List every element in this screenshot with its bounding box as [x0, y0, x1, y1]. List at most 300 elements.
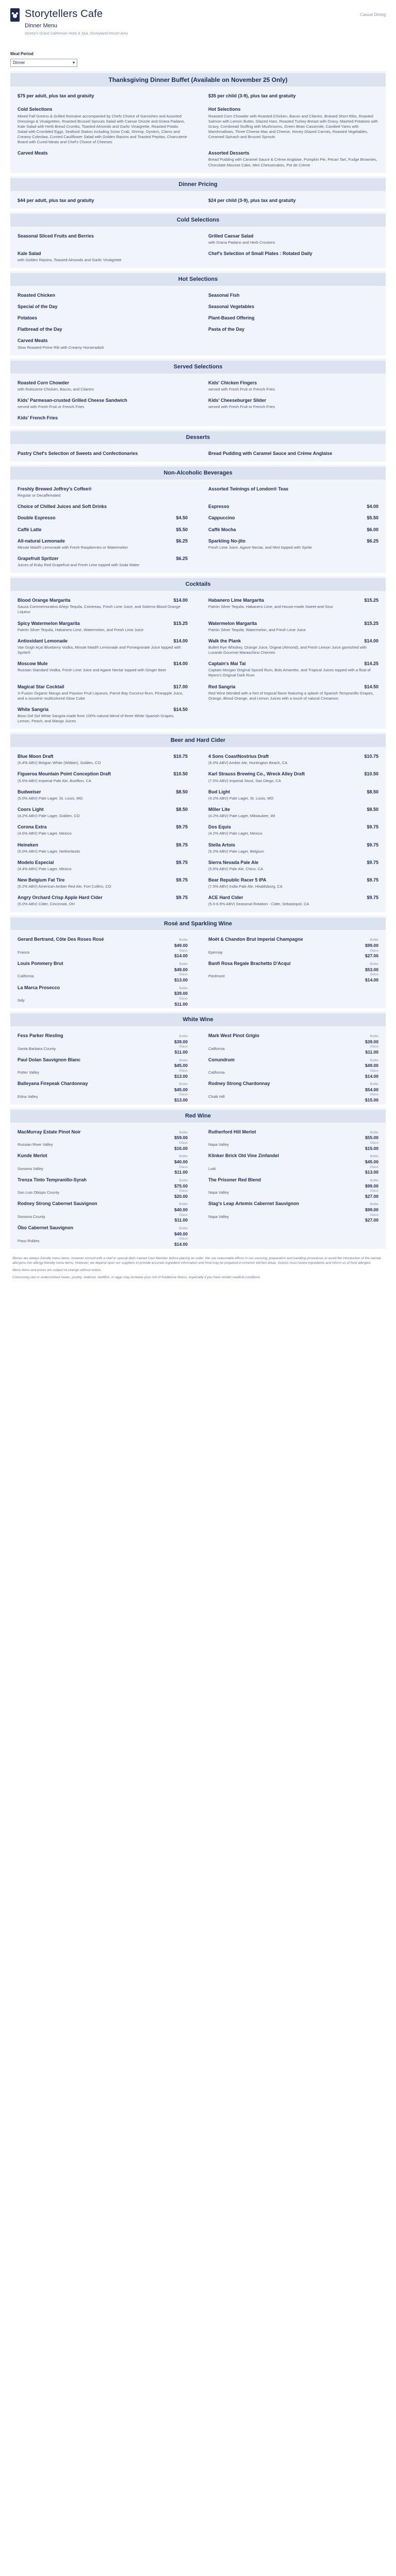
- section-cocktails: [10, 576, 386, 729]
- wine-prices: [174, 938, 188, 959]
- item-name: Louis Pommery Brut: [18, 961, 63, 967]
- item-desc: California: [18, 974, 34, 979]
- menu-item: [208, 877, 378, 889]
- glass-label: Glass: [179, 973, 188, 977]
- item-name: Moscow Mule: [18, 661, 48, 667]
- mickey-logo-icon: [10, 8, 20, 22]
- menu-item: [18, 960, 188, 983]
- menu-item: [208, 1057, 378, 1079]
- adult-price: $44 per adult, plus tax and gratuity: [18, 197, 94, 203]
- item-desc: (5.0% ABV) Pale Lager, St. Louis, MO: [18, 795, 83, 801]
- menu-item: [18, 1200, 188, 1223]
- item-row: [208, 503, 378, 510]
- item-name: Spicy Watermelon Margarita: [18, 620, 80, 626]
- glass-label: Glass: [370, 1093, 378, 1097]
- section-grid: [14, 1030, 382, 1101]
- meal-period-value: Dinner: [13, 60, 25, 65]
- menu-item: [18, 894, 188, 907]
- item-name: Pasta of the Day: [208, 327, 245, 332]
- bottle-price: $45.00: [174, 1063, 188, 1069]
- menu-item: [208, 527, 378, 533]
- wine-prices: [365, 1035, 378, 1055]
- wine-prices: [365, 1059, 378, 1079]
- item-row: [18, 1129, 188, 1151]
- section-grid: [14, 290, 382, 352]
- menu-item: [18, 684, 188, 701]
- item-name: Seasonal Fish: [208, 292, 240, 298]
- item-name: Paul Dolan Sauvignon Blanc: [18, 1057, 81, 1062]
- item-price: $9.75: [367, 895, 378, 901]
- item-row: [208, 1032, 378, 1055]
- menu-item: [208, 597, 378, 615]
- section-red-wine: [10, 1108, 386, 1249]
- glass-price: $14.00: [365, 977, 378, 983]
- item-name: Watermelon Margarita: [208, 620, 257, 626]
- glass-price: $16.00: [174, 1145, 188, 1151]
- pricing-grid: [14, 195, 382, 206]
- location-note: Disney's Grand Californian Hotel & Spa, Disneyland Resort Area: [25, 31, 128, 36]
- menu-item: [208, 753, 378, 766]
- menu-item: [18, 1129, 188, 1151]
- item-name: Freshly Brewed Joffrey's Coffee®: [18, 486, 92, 492]
- item-name: Bread Pudding with Caramel Sauce and Crème Anglaise: [208, 451, 333, 456]
- menu-item: [208, 960, 378, 983]
- glass-label: Glass: [179, 1093, 188, 1097]
- item-name: Gerard Bertrand, Côte Des Roses Rosé: [18, 937, 104, 942]
- item-name: Miller Lite: [208, 806, 230, 812]
- item-desc: Potter Valley: [18, 1070, 39, 1075]
- item-name: Figueroa Mountain Point Conception Draft: [18, 771, 111, 777]
- bottle-label: Bottle: [179, 1035, 188, 1039]
- item-desc: Fresh Lime Juice, Agave Nectar, and Mint topped with Sprite: [208, 545, 312, 550]
- meal-period-label: Meal Period: [10, 52, 34, 57]
- item-price: $10.75: [364, 754, 378, 759]
- item-name: Walk the Plank: [208, 638, 241, 643]
- menu-item: [208, 538, 378, 550]
- glass-label: Glass: [370, 1165, 378, 1169]
- page-subtitle: Dinner Menu: [25, 23, 57, 29]
- menu-item: [208, 292, 378, 298]
- item-price: $4.50: [176, 515, 188, 521]
- item-price: $9.75: [176, 842, 188, 848]
- item-desc: California: [208, 1046, 225, 1051]
- item-row: [208, 684, 378, 690]
- item-price: $9.75: [176, 859, 188, 865]
- section-rose-sparkling: [10, 916, 386, 1009]
- item-desc: (5.0% ABV) Pale Lager, Netherlands: [18, 849, 80, 854]
- wine-prices: [365, 1131, 378, 1151]
- item-price: $8.50: [367, 789, 378, 794]
- item-desc: Napa Valley: [208, 1214, 229, 1219]
- bottle-price: $40.00: [174, 1207, 188, 1213]
- bottle-label: Bottle: [370, 1155, 378, 1159]
- dining-type-link[interactable]: Casual Dining: [360, 12, 386, 17]
- item-price: $10.50: [364, 771, 378, 777]
- menu-item: [208, 771, 378, 783]
- item-price: $6.25: [176, 556, 188, 562]
- wine-prices: [174, 1202, 188, 1223]
- bottle-label: Bottle: [179, 986, 188, 990]
- item-name: Caffè Latte: [18, 527, 42, 532]
- glass-label: Glass: [179, 1189, 188, 1193]
- item-name: Flatbread of the Day: [18, 327, 62, 332]
- item-row: [18, 450, 188, 456]
- bottle-price: $39.00: [365, 1039, 378, 1044]
- item-row: [18, 1057, 188, 1079]
- child-price: $24 per child (3-9), plus tax and gratuity: [208, 197, 296, 203]
- menu-item: [18, 150, 188, 167]
- menu-item: [18, 527, 188, 533]
- item-row: [208, 527, 378, 533]
- item-row: [18, 597, 188, 603]
- item-name: Special of the Day: [18, 304, 58, 310]
- section-title: Cocktails: [10, 578, 386, 591]
- item-desc: Epernay: [208, 950, 223, 955]
- menu-item: [18, 315, 188, 321]
- item-name: Stella Artois: [208, 842, 236, 848]
- menu-item: [208, 326, 378, 332]
- menu-item: [208, 233, 378, 245]
- item-row: [208, 1129, 378, 1151]
- item-row: [208, 397, 378, 403]
- item-desc: served with Fresh Fruit or French Fries: [208, 404, 275, 409]
- bottle-label: Bottle: [179, 1178, 188, 1182]
- item-row: [18, 527, 188, 533]
- bottle-price: $54.00: [365, 1087, 378, 1092]
- item-name: New Belgium Fat Tire: [18, 877, 65, 883]
- glass-label: Glass: [370, 1069, 378, 1073]
- bottle-label: Bottle: [370, 938, 378, 942]
- glass-price: $27.00: [365, 953, 378, 959]
- glass-label: Glass: [370, 1045, 378, 1049]
- item-name: Heineken: [18, 842, 39, 848]
- item-row: [18, 397, 188, 403]
- glass-label: Glass: [370, 1189, 378, 1193]
- item-row: [18, 824, 188, 830]
- item-row: [208, 806, 378, 812]
- item-name: Kids' Chicken Fingers: [208, 380, 257, 385]
- item-desc: (6.0% ABV) Amber Ale, Huntington Beach, CA: [208, 760, 288, 766]
- menu-item: [208, 380, 378, 392]
- menu-item: [18, 985, 188, 1007]
- item-row: [208, 515, 378, 521]
- item-desc: Paso Robles: [18, 1238, 40, 1243]
- item-price: $15.25: [173, 620, 188, 626]
- item-row: [18, 555, 188, 562]
- item-row: [18, 1080, 188, 1103]
- item-name: Karl Strauss Brewing Co., Wreck Alley Draft: [208, 771, 305, 777]
- menu-item: [18, 415, 188, 421]
- item-row: [18, 337, 188, 344]
- item-desc: with Golden Raisins, Toasted Almonds and Garlic Vinaigrette: [18, 257, 122, 262]
- glass-label: Glass: [370, 1141, 378, 1145]
- glass-price: $13.00: [174, 977, 188, 983]
- item-desc: (5.0-6.9% ABV) Seasonal Rotation - Cider, Sebastopol, CA: [208, 902, 309, 907]
- item-desc: (4.4% ABV) Pale Lager, Mexico: [18, 866, 72, 871]
- menu-item: [18, 555, 188, 568]
- menu-item: [18, 877, 188, 889]
- item-row: [208, 824, 378, 830]
- glass-label: Glass: [179, 1045, 188, 1049]
- item-name: Stag's Leap Artemis Cabernet Sauvignon: [208, 1201, 299, 1207]
- item-desc: (5.2% ABV) Pale Lager, Belgium: [208, 849, 264, 854]
- section-grid: [14, 484, 382, 570]
- glass-label: Glass: [370, 973, 378, 977]
- item-price: $8.50: [176, 789, 188, 794]
- item-desc: Red Wine blended with a hint of tropical flavor featuring a splash of Spanish Tempranillo Grapes, Orange, Blood Orange, and Lemon Juices with a touch of natural Cinnamon: [208, 690, 374, 701]
- item-name: 4 Sons CoastNostrius Draft: [208, 754, 269, 759]
- item-price: $15.25: [364, 620, 378, 626]
- item-name: Dos Equis: [208, 824, 232, 830]
- section-non-alcoholic: [10, 465, 386, 573]
- menu-item: [18, 859, 188, 872]
- item-row: [18, 1177, 188, 1199]
- item-price: $9.75: [367, 824, 378, 830]
- item-name: Choice of Chilled Juices and Soft Drinks: [18, 504, 107, 510]
- item-row: [18, 250, 188, 257]
- menu-item: [208, 894, 378, 907]
- section-title: Beer and Hard Cider: [10, 734, 386, 747]
- glass-price: $13.00: [174, 1073, 188, 1079]
- item-row: [18, 985, 188, 1007]
- wine-prices: [365, 1179, 378, 1199]
- item-row: [208, 660, 378, 667]
- item-desc: (4.6% ABV) Pale Lager, Mexico: [18, 831, 72, 836]
- item-row: [208, 538, 378, 544]
- item-desc: Patrón Silver Tequila, Watermelon, and Fresh Lime Juice: [208, 627, 306, 632]
- item-desc: Minute Maid® Lemonade with Fresh Raspberries or Watermelon: [18, 545, 128, 550]
- menu-item: [18, 638, 188, 655]
- bottle-label: Bottle: [179, 962, 188, 967]
- item-price: $9.75: [176, 824, 188, 830]
- item-row: [18, 538, 188, 544]
- menu-item: [18, 1177, 188, 1199]
- section-served-selections: [10, 359, 386, 427]
- item-desc: (4.2% ABV) Pale Lager, Milwaukee, WI: [208, 814, 275, 819]
- item-name: Modelo Especial: [18, 859, 54, 865]
- menu-item: [208, 859, 378, 872]
- item-name: Roasted Corn Chowder: [18, 380, 70, 385]
- section-title: Hot Selections: [10, 273, 386, 286]
- item-row: [18, 1032, 188, 1055]
- bottle-price: $49.00: [174, 943, 188, 948]
- item-desc: (5.2% ABV) American Amber Red Ale, Fort Collins, CO: [18, 884, 111, 889]
- item-price: $17.00: [173, 684, 188, 689]
- section-pricing: [10, 176, 386, 209]
- item-name: The Prisoner Red Blend: [208, 1177, 261, 1182]
- item-name: Kunde Merlot: [18, 1153, 47, 1159]
- item-name: Carved Meats: [18, 338, 48, 344]
- item-name: Caffè Mocha: [208, 527, 236, 532]
- menu-item: [18, 660, 188, 678]
- menu-item: [18, 233, 188, 245]
- glass-price: $11.00: [174, 1170, 188, 1175]
- item-desc: (5.6% ABV) Pale Ale, Chico, CA: [208, 866, 263, 871]
- page-title: Storytellers Cafe: [25, 8, 103, 20]
- glass-price: $11.00: [174, 1049, 188, 1055]
- item-row: [18, 515, 188, 521]
- item-name: Balleyana Firepeak Chardonnay: [18, 1081, 88, 1087]
- item-price: $15.25: [364, 598, 378, 603]
- item-name: Bear Republic Racer 5 IPA: [208, 877, 267, 883]
- item-price: $14.00: [364, 638, 378, 643]
- glass-price: $13.00: [174, 1097, 188, 1103]
- glass-price: $15.00: [365, 1145, 378, 1151]
- glass-label: Glass: [370, 1213, 378, 1217]
- menu-item: [208, 842, 378, 854]
- item-desc: Sonoma Valley: [18, 1166, 43, 1171]
- item-name: Conundrum: [208, 1057, 235, 1062]
- section-title: Thanksgiving Dinner Buffet (Available on November 25 Only): [10, 73, 386, 87]
- item-row: [18, 503, 188, 510]
- item-price: $14.00: [173, 661, 188, 667]
- item-row: [18, 660, 188, 667]
- item-name: Captain's Mai Tai: [208, 661, 246, 667]
- menu-item: [208, 486, 378, 498]
- item-name: Blood Orange Margarita: [18, 598, 71, 603]
- meal-period-select[interactable]: [10, 59, 77, 67]
- adult-price: $75 per adult, plus tax and gratuity: [18, 93, 94, 99]
- bottle-label: Bottle: [370, 962, 378, 967]
- item-desc: (5.5% ABV) Imperial Pale Ale, Buellton, CA: [18, 778, 91, 783]
- wine-prices: [365, 962, 378, 983]
- menu-item: [18, 1225, 188, 1247]
- item-desc: Sonoma County: [18, 1214, 45, 1219]
- item-desc: Piedmont: [208, 974, 225, 979]
- menu-item: [18, 824, 188, 836]
- item-name: Corona Extra: [18, 824, 47, 830]
- menu-item: [18, 326, 188, 332]
- item-row: [18, 292, 188, 298]
- wine-prices: [365, 1202, 378, 1223]
- item-price: $14.50: [364, 684, 378, 689]
- item-name: Cold Selections: [18, 107, 53, 112]
- bottle-label: Bottle: [370, 1130, 378, 1134]
- item-row: [18, 960, 188, 983]
- item-desc: Russian River Valley: [18, 1142, 53, 1147]
- bottle-price: $99.00: [365, 943, 378, 948]
- item-name: Rodney Strong Chardonnay: [208, 1081, 270, 1087]
- section-grid: [14, 751, 382, 909]
- menu-item: [18, 842, 188, 854]
- menu-item: [18, 303, 188, 310]
- item-price: $10.50: [173, 771, 188, 777]
- item-price: $9.75: [367, 842, 378, 848]
- glass-price: $20.00: [174, 1193, 188, 1199]
- item-price: $9.75: [176, 877, 188, 883]
- item-name: Rodney Strong Cabernet Sauvignon: [18, 1201, 97, 1207]
- item-desc: Napa Valley: [208, 1142, 229, 1147]
- item-row: [18, 842, 188, 848]
- menu-item: [208, 250, 378, 263]
- item-name: Seasonal Vegetables: [208, 304, 255, 310]
- item-row: [208, 380, 378, 386]
- section-title: Cold Selections: [10, 214, 386, 227]
- item-row: [208, 894, 378, 901]
- bottle-price: $49.00: [174, 1231, 188, 1236]
- item-price: $8.50: [176, 806, 188, 812]
- glass-price: $14.00: [174, 953, 188, 959]
- item-name: Klinker Brick Old Vine Zinfandel: [208, 1153, 279, 1159]
- item-name: Sierra Nevada Pale Ale: [208, 859, 259, 865]
- menu-item: [208, 503, 378, 510]
- item-desc: X-Fusion Organic Mango and Passion Fruit Liqueurs, Parrot Bay Coconut Rum, Pineapple Juice, and a souvenir multicolored Glow Cube: [18, 690, 184, 701]
- item-desc: (4.2% ABV) Pale Lager, Mexico: [208, 831, 262, 836]
- wine-prices: [365, 1082, 378, 1103]
- menu-item: [18, 337, 188, 350]
- item-name: Chef's Selection of Small Plates : Rotated Daily: [208, 250, 312, 256]
- menu-item: [208, 936, 378, 959]
- wine-prices: [174, 1131, 188, 1151]
- item-name: Kids' Parmesan-crusted Grilled Cheese Sandwich: [18, 397, 127, 403]
- menu-item: [18, 397, 188, 410]
- glass-price: $27.00: [365, 1193, 378, 1199]
- glass-label: Glass: [179, 1213, 188, 1217]
- item-desc: Juices of Ruby Red Grapefruit and Fresh Lime topped with Soda Water: [18, 563, 140, 568]
- child-price: $35 per child (3-9), plus tax and gratuity: [208, 93, 296, 99]
- item-price: $14.00: [173, 638, 188, 643]
- glass-label: Glass: [179, 1237, 188, 1241]
- menu-item: [208, 660, 378, 678]
- section-thanksgiving: [10, 71, 386, 173]
- item-price: $14.25: [364, 661, 378, 667]
- menu-item: [208, 806, 378, 819]
- item-desc: served with Fresh Fruit or French Fries: [18, 404, 85, 409]
- item-row: [18, 486, 188, 492]
- menu-item: [208, 106, 378, 145]
- section-desserts: [10, 429, 386, 462]
- item-desc: (4.2% ABV) Pale Lager, St. Louis, MO: [208, 795, 274, 801]
- item-row: [18, 1153, 188, 1175]
- menu-item: [18, 1057, 188, 1079]
- bottle-label: Bottle: [179, 938, 188, 942]
- item-row: [18, 1225, 188, 1247]
- item-price: $10.75: [173, 754, 188, 759]
- item-desc: (7.5% ABV) Imperial Stout, San Diego, CA: [208, 778, 281, 783]
- glass-price: $14.00: [174, 1242, 188, 1247]
- item-row: [18, 753, 188, 759]
- chevron-down-icon: ▾: [72, 60, 75, 65]
- menu-item: [208, 515, 378, 521]
- item-row: [18, 233, 188, 239]
- item-desc: Santa Barbara County: [18, 1046, 56, 1051]
- glass-price: $14.00: [365, 1073, 378, 1079]
- menu-item: [208, 1032, 378, 1055]
- menu-item: [18, 753, 188, 766]
- item-row: [18, 936, 188, 959]
- section-white-wine: [10, 1011, 386, 1105]
- section-grid: [14, 1127, 382, 1246]
- menu-item: [18, 806, 188, 819]
- menu-item: [208, 620, 378, 633]
- item-price: $9.75: [367, 859, 378, 865]
- item-name: Mark West Pinot Grigio: [208, 1033, 259, 1039]
- item-name: Kale Salad: [18, 250, 41, 256]
- menu-item: [18, 380, 188, 392]
- bottle-label: Bottle: [370, 1178, 378, 1182]
- glass-price: $13.00: [365, 1170, 378, 1175]
- menu-item: [18, 789, 188, 801]
- item-row: [208, 250, 378, 257]
- item-desc: Patrón Silver Tequila, Habanero Lime, and House-made Sweet-and-Sour: [208, 604, 334, 609]
- item-row: [208, 789, 378, 795]
- item-row: [18, 806, 188, 812]
- section-beer: [10, 732, 386, 912]
- section-cold-selections: [10, 212, 386, 268]
- item-price: $9.75: [367, 877, 378, 883]
- item-row: [208, 1177, 378, 1199]
- item-name: Fess Parker Riesling: [18, 1033, 63, 1039]
